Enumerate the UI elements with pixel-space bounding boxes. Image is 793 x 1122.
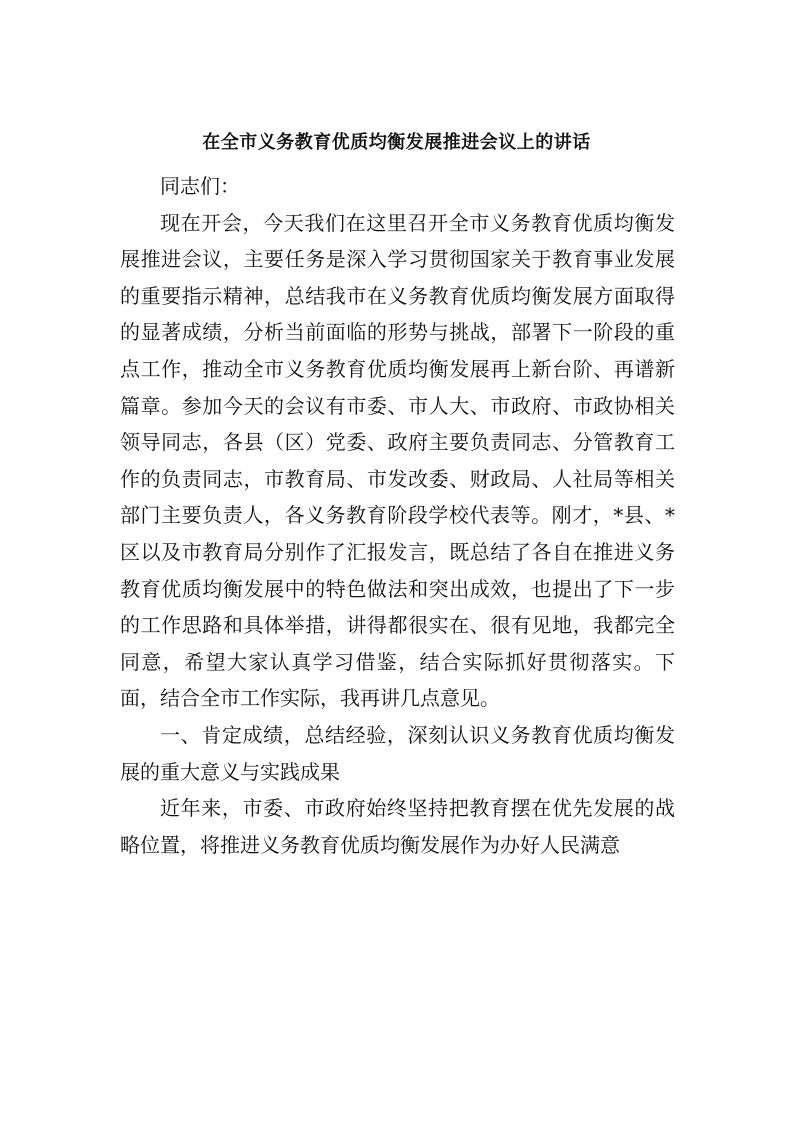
document-body	[120, 168, 675, 863]
body-paragraph: 近年来，市委、市政府始终坚持把教育摆在优先发展的战略位置，将推进义务教育优质均衡发展作为办好人民满意	[120, 796, 675, 857]
document-title: 在全市义务教育优质均衡发展推进会议上的讲话	[202, 132, 591, 153]
salutation-paragraph: 同志们：	[160, 174, 240, 198]
section-heading-one: 一、肯定成绩，总结经验，深刻认识义务教育优质均衡发展的重大意义与实践成果	[120, 722, 675, 784]
opening-paragraph: 现在开会，今天我们在这里召开全市义务教育优质均衡发展推进会议，主要任务是深入学习贯彻国家关于教育事业发展的重要指示精神，总结我市在义务教育优质均衡发展方面取得的显著成绩，分析当前面临的形势与挑战，部署下一阶段的重点工作，推动全市义务教育优质均衡发展再上新台阶、再谱新篇章。参加今天的会议有市委、市人大、市政府、市政协相关领导同志，各县（区）党委、政府主要负责同志、分管教育工作的负责同志，市教育局、市发改委、财政局、人社局等相关部门主要负责人，各义务教育阶段学校代表等。刚才，*县、*区以及市教育局分别作了汇报发言，既总结了各自在推进义务教育优质均衡发展中的特色做法和突出成效，也提出了下一步的工作思路和具体举措，讲得都很实在、很有见地，我都完全同意，希望大家认真学习借鉴，结合实际抓好贯彻落实。下面，结合全市工作实际，我再讲几点意见。	[120, 210, 675, 711]
